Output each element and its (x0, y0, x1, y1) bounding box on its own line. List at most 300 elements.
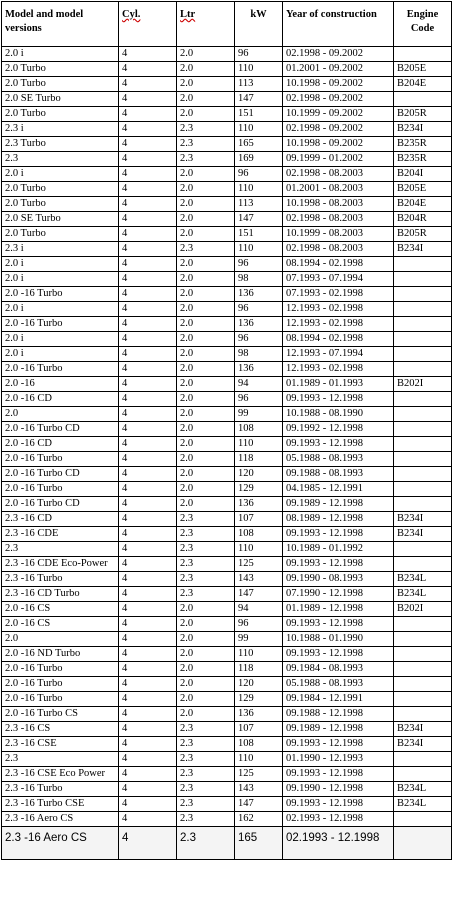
cell-cyl: 4 (119, 467, 177, 482)
cell-cyl: 4 (119, 452, 177, 467)
cell-cyl: 4 (119, 497, 177, 512)
table-row (2, 92, 452, 107)
cell-year: 07.1993 - 07.1994 (283, 272, 394, 287)
cell-cyl: 4 (119, 362, 177, 377)
cell-year: 07.1990 - 12.1998 (283, 587, 394, 602)
cell-year: 09.1993 - 12.1998 (283, 767, 394, 782)
cell-model: 2.0 Turbo (2, 182, 119, 197)
table-row (2, 197, 452, 212)
table-row (2, 332, 452, 347)
cell-model: 2.3 (2, 752, 119, 767)
cell-year: 09.1990 - 12.1998 (283, 782, 394, 797)
cell-year: 12.1993 - 02.1998 (283, 317, 394, 332)
cell-engine-code (394, 482, 452, 497)
cell-engine-code: B234I (394, 527, 452, 542)
cell-ltr: 2.0 (177, 692, 235, 707)
cell-year: 09.1993 - 12.1998 (283, 527, 394, 542)
cell-kw: 151 (235, 227, 283, 242)
cell-ltr: 2.0 (177, 257, 235, 272)
cell-ltr: 2.0 (177, 707, 235, 722)
cell-year: 12.1993 - 02.1998 (283, 362, 394, 377)
cell-engine-code (394, 662, 452, 677)
cell-ltr: 2.0 (177, 632, 235, 647)
table-row (2, 122, 452, 137)
cell-kw: 99 (235, 632, 283, 647)
cell-ltr: 2.3 (177, 797, 235, 812)
cell-cyl: 4 (119, 482, 177, 497)
cell-year: 08.1994 - 02.1998 (283, 332, 394, 347)
cell-cyl: 4 (119, 257, 177, 272)
cell-kw: 96 (235, 47, 283, 62)
cell-year: 09.1988 - 12.1998 (283, 707, 394, 722)
cell-ltr: 2.0 (177, 407, 235, 422)
cell-engine-code (394, 332, 452, 347)
cell-year: 09.1990 - 08.1993 (283, 572, 394, 587)
cell-kw: 94 (235, 602, 283, 617)
cell-model: 2.0 -16 Turbo (2, 677, 119, 692)
table-row (2, 392, 452, 407)
table-row (2, 377, 452, 392)
cell-year: 07.1993 - 02.1998 (283, 287, 394, 302)
table-row (2, 587, 452, 602)
cell-model: 2.3 -16 Aero CS (2, 812, 119, 827)
table-row (2, 242, 452, 257)
cell-cyl: 4 (119, 182, 177, 197)
cell-year: 09.1984 - 12.1991 (283, 692, 394, 707)
cell-cyl: 4 (119, 752, 177, 767)
cell-model: 2.3 Turbo (2, 137, 119, 152)
cell-engine-code (394, 47, 452, 62)
header-ltr: Ltr (177, 2, 235, 47)
table-row (2, 257, 452, 272)
table-row (2, 707, 452, 722)
cell-ltr: 2.3 (177, 722, 235, 737)
cell-model: 2.3 -16 Turbo CSE (2, 797, 119, 812)
cell-kw: 108 (235, 527, 283, 542)
cell-ltr: 2.0 (177, 302, 235, 317)
table-row (2, 542, 452, 557)
table-row (2, 167, 452, 182)
cell-model: 2.0 -16 Turbo CD (2, 467, 119, 482)
table-row (2, 557, 452, 572)
cell-kw: 136 (235, 362, 283, 377)
cell-year: 09.1993 - 12.1998 (283, 737, 394, 752)
cell-year: 09.1988 - 08.1993 (283, 467, 394, 482)
cell-engine-code: B235R (394, 137, 452, 152)
cell-cyl: 4 (119, 227, 177, 242)
cell-kw: 98 (235, 347, 283, 362)
header-engine-code: Engine Code (394, 2, 452, 47)
table-row (2, 302, 452, 317)
cell-year: 09.1999 - 01.2002 (283, 152, 394, 167)
cell-year: 05.1988 - 08.1993 (283, 677, 394, 692)
cell-model: 2.0 i (2, 167, 119, 182)
cell-ltr: 2.3 (177, 512, 235, 527)
table-row (2, 77, 452, 92)
cell-ltr: 2.3 (177, 527, 235, 542)
cell-year: 09.1993 - 12.1998 (283, 647, 394, 662)
cell-engine-code (394, 347, 452, 362)
table-row (2, 467, 452, 482)
cell-cyl: 4 (119, 767, 177, 782)
cell-engine-code: B204E (394, 197, 452, 212)
cell-kw: 94 (235, 377, 283, 392)
cell-cyl: 4 (119, 527, 177, 542)
cell-model: 2.3 -16 CD Turbo (2, 587, 119, 602)
cell-ltr: 2.0 (177, 212, 235, 227)
cell-cyl: 4 (119, 707, 177, 722)
cell-year: 10.1999 - 08.2003 (283, 227, 394, 242)
cell-ltr: 2.0 (177, 317, 235, 332)
cell-engine-code (394, 707, 452, 722)
cell-year: 10.1998 - 09.2002 (283, 137, 394, 152)
cell-kw: 113 (235, 197, 283, 212)
cell-kw: 110 (235, 437, 283, 452)
table-row (2, 602, 452, 617)
cell-engine-code: B234I (394, 242, 452, 257)
cell-cyl: 4 (119, 332, 177, 347)
cell-model: 2.0 -16 Turbo (2, 362, 119, 377)
table-row (2, 782, 452, 797)
cell-kw: 98 (235, 272, 283, 287)
cell-ltr: 2.0 (177, 437, 235, 452)
cell-ltr: 2.0 (177, 227, 235, 242)
cell-engine-code (394, 692, 452, 707)
cell-model: 2.0 -16 (2, 377, 119, 392)
cell-engine-code: B234L (394, 797, 452, 812)
cell-year: 02.1998 - 09.2002 (283, 92, 394, 107)
cell-ltr: 2.0 (177, 392, 235, 407)
cell-kw: 113 (235, 77, 283, 92)
cell-cyl: 4 (119, 287, 177, 302)
table-row (2, 692, 452, 707)
cell-model: 2.0 i (2, 257, 119, 272)
table-row (2, 677, 452, 692)
cell-cyl: 4 (119, 347, 177, 362)
cell-kw: 143 (235, 572, 283, 587)
cell-ltr: 2.0 (177, 182, 235, 197)
cell-ltr: 2.0 (177, 617, 235, 632)
cell-cyl: 4 (119, 737, 177, 752)
table-row (2, 107, 452, 122)
cell-kw: 96 (235, 392, 283, 407)
cell-engine-code: B204E (394, 77, 452, 92)
cell-kw: 120 (235, 467, 283, 482)
cell-kw: 143 (235, 782, 283, 797)
cell-ltr: 2.0 (177, 347, 235, 362)
cell-kw: 108 (235, 737, 283, 752)
cell-cyl: 4 (119, 197, 177, 212)
cell-cyl: 4 (119, 377, 177, 392)
cell-kw: 96 (235, 332, 283, 347)
table-row (2, 617, 452, 632)
table-row (2, 812, 452, 827)
cell-ltr: 2.0 (177, 92, 235, 107)
cell-kw: 169 (235, 152, 283, 167)
cell-model: 2.0 Turbo (2, 227, 119, 242)
cell-model: 2.0 i (2, 347, 119, 362)
table-row (2, 497, 452, 512)
cell-engine-code (394, 827, 452, 860)
cell-ltr: 2.0 (177, 647, 235, 662)
cell-ltr: 2.0 (177, 287, 235, 302)
cell-cyl: 4 (119, 812, 177, 827)
cell-engine-code (394, 437, 452, 452)
cell-ltr: 2.0 (177, 62, 235, 77)
cell-cyl: 4 (119, 572, 177, 587)
cell-engine-code: B202I (394, 377, 452, 392)
cell-engine-code (394, 542, 452, 557)
cell-year: 02.1998 - 09.2002 (283, 47, 394, 62)
cell-year: 09.1993 - 12.1998 (283, 797, 394, 812)
table-row (2, 407, 452, 422)
cell-model: 2.0 (2, 632, 119, 647)
cell-engine-code: B234I (394, 512, 452, 527)
cell-ltr: 2.3 (177, 242, 235, 257)
cell-kw: 108 (235, 422, 283, 437)
cell-ltr: 2.3 (177, 572, 235, 587)
cell-model: 2.3 -16 CSE (2, 737, 119, 752)
table-row (2, 767, 452, 782)
cell-year: 10.1988 - 01.1990 (283, 632, 394, 647)
table-row (2, 47, 452, 62)
cell-year: 01.1989 - 12.1998 (283, 602, 394, 617)
cell-model: 2.0 -16 ND Turbo (2, 647, 119, 662)
cell-year: 02.1998 - 09.2002 (283, 122, 394, 137)
cell-model: 2.0 (2, 407, 119, 422)
cell-cyl: 4 (119, 47, 177, 62)
table-row (2, 452, 452, 467)
table-row (2, 752, 452, 767)
cell-ltr: 2.3 (177, 767, 235, 782)
cell-ltr: 2.0 (177, 362, 235, 377)
table-row (2, 362, 452, 377)
cell-model: 2.0 -16 Turbo (2, 482, 119, 497)
cell-model: 2.0 i (2, 332, 119, 347)
table-row (2, 317, 452, 332)
cell-engine-code (394, 92, 452, 107)
cell-ltr: 2.3 (177, 542, 235, 557)
cell-year: 01.2001 - 08.2003 (283, 182, 394, 197)
cell-model: 2.0 i (2, 302, 119, 317)
cell-year: 09.1993 - 12.1998 (283, 392, 394, 407)
cell-engine-code (394, 617, 452, 632)
cell-kw: 147 (235, 797, 283, 812)
cell-engine-code: B234L (394, 587, 452, 602)
cell-kw: 147 (235, 587, 283, 602)
cell-cyl: 4 (119, 407, 177, 422)
cell-kw: 99 (235, 407, 283, 422)
cell-kw: 107 (235, 512, 283, 527)
cell-ltr: 2.0 (177, 332, 235, 347)
cell-kw: 110 (235, 752, 283, 767)
cell-year: 10.1989 - 01.1992 (283, 542, 394, 557)
cell-cyl: 4 (119, 677, 177, 692)
cell-kw: 136 (235, 707, 283, 722)
cell-ltr: 2.0 (177, 662, 235, 677)
cell-engine-code (394, 767, 452, 782)
cell-model: 2.3 -16 CS (2, 722, 119, 737)
cell-cyl: 4 (119, 137, 177, 152)
cell-model: 2.0 SE Turbo (2, 212, 119, 227)
cell-kw: 110 (235, 62, 283, 77)
cell-kw: 110 (235, 182, 283, 197)
cell-model: 2.0 -16 Turbo CS (2, 707, 119, 722)
cell-engine-code (394, 257, 452, 272)
cell-ltr: 2.0 (177, 197, 235, 212)
cell-cyl: 4 (119, 662, 177, 677)
table-row (2, 722, 452, 737)
cell-ltr: 2.0 (177, 77, 235, 92)
cell-kw: 107 (235, 722, 283, 737)
engine-spec-table (1, 1, 452, 860)
cell-kw: 165 (235, 137, 283, 152)
cell-cyl: 4 (119, 92, 177, 107)
cell-year: 08.1989 - 12.1998 (283, 512, 394, 527)
table-body (2, 47, 452, 860)
table-row (2, 287, 452, 302)
cell-ltr: 2.3 (177, 587, 235, 602)
cell-model: 2.0 Turbo (2, 197, 119, 212)
cell-year: 12.1993 - 02.1998 (283, 302, 394, 317)
cell-model: 2.0 -16 CS (2, 617, 119, 632)
document-page (1, 1, 452, 860)
table-row (2, 482, 452, 497)
table-row (2, 662, 452, 677)
cell-model: 2.3 i (2, 122, 119, 137)
cell-kw: 96 (235, 302, 283, 317)
cell-year: 02.1998 - 08.2003 (283, 167, 394, 182)
cell-engine-code (394, 647, 452, 662)
cell-kw: 110 (235, 542, 283, 557)
cell-engine-code: B204I (394, 167, 452, 182)
table-row (2, 137, 452, 152)
cell-model: 2.3 -16 Turbo (2, 572, 119, 587)
cell-ltr: 2.0 (177, 107, 235, 122)
table-row (2, 572, 452, 587)
cell-cyl: 4 (119, 692, 177, 707)
cell-kw: 120 (235, 677, 283, 692)
cell-kw: 118 (235, 452, 283, 467)
table-row (2, 797, 452, 812)
cell-ltr: 2.3 (177, 812, 235, 827)
cell-cyl: 4 (119, 782, 177, 797)
cell-model: 2.3 -16 CDE (2, 527, 119, 542)
cell-cyl: 4 (119, 212, 177, 227)
cell-kw: 125 (235, 767, 283, 782)
cell-kw: 147 (235, 212, 283, 227)
table-row (2, 632, 452, 647)
cell-model: 2.0 i (2, 47, 119, 62)
table-row (2, 422, 452, 437)
cell-ltr: 2.0 (177, 602, 235, 617)
header-model: Model and model versions (2, 2, 119, 47)
cell-kw: 129 (235, 482, 283, 497)
cell-cyl: 4 (119, 77, 177, 92)
table-row (2, 437, 452, 452)
cell-cyl: 4 (119, 617, 177, 632)
cell-model: 2.3 -16 CD (2, 512, 119, 527)
cell-engine-code (394, 632, 452, 647)
cell-year: 10.1998 - 09.2002 (283, 77, 394, 92)
cell-engine-code: B234L (394, 572, 452, 587)
cell-model: 2.0 -16 Turbo (2, 317, 119, 332)
cell-engine-code (394, 752, 452, 767)
cell-ltr: 2.3 (177, 152, 235, 167)
cell-ltr: 2.3 (177, 827, 235, 860)
cell-ltr: 2.0 (177, 467, 235, 482)
cell-cyl: 4 (119, 542, 177, 557)
cell-ltr: 2.0 (177, 47, 235, 62)
cell-engine-code (394, 677, 452, 692)
cell-engine-code: B234I (394, 737, 452, 752)
cell-kw: 136 (235, 497, 283, 512)
cell-engine-code (394, 272, 452, 287)
cell-model: 2.3 -16 Aero CS (2, 827, 119, 860)
cell-engine-code (394, 392, 452, 407)
cell-cyl: 4 (119, 827, 177, 860)
cell-model: 2.0 SE Turbo (2, 92, 119, 107)
cell-model: 2.3 i (2, 242, 119, 257)
cell-year: 09.1992 - 12.1998 (283, 422, 394, 437)
header-cyl: Cyl. (119, 2, 177, 47)
table-row (2, 152, 452, 167)
cell-engine-code (394, 557, 452, 572)
cell-cyl: 4 (119, 62, 177, 77)
cell-model: 2.0 -16 Turbo CD (2, 497, 119, 512)
cell-year: 04.1985 - 12.1991 (283, 482, 394, 497)
cell-ltr: 2.0 (177, 677, 235, 692)
cell-engine-code: B202I (394, 602, 452, 617)
cell-cyl: 4 (119, 647, 177, 662)
cell-year: 12.1993 - 07.1994 (283, 347, 394, 362)
cell-year: 09.1984 - 08.1993 (283, 662, 394, 677)
cell-ltr: 2.3 (177, 752, 235, 767)
cell-year: 02.1993 - 12.1998 (283, 812, 394, 827)
cell-cyl: 4 (119, 107, 177, 122)
cell-year: 01.1989 - 01.1993 (283, 377, 394, 392)
cell-engine-code (394, 362, 452, 377)
cell-model: 2.0 -16 Turbo (2, 692, 119, 707)
cell-kw: 110 (235, 647, 283, 662)
cell-kw: 147 (235, 92, 283, 107)
cell-year: 10.1988 - 08.1990 (283, 407, 394, 422)
cell-kw: 136 (235, 317, 283, 332)
cell-ltr: 2.3 (177, 557, 235, 572)
cell-kw: 96 (235, 257, 283, 272)
cell-cyl: 4 (119, 272, 177, 287)
table-row (2, 347, 452, 362)
cell-engine-code (394, 302, 452, 317)
cell-engine-code: B205E (394, 182, 452, 197)
cell-cyl: 4 (119, 632, 177, 647)
cell-kw: 162 (235, 812, 283, 827)
cell-engine-code (394, 287, 452, 302)
cell-engine-code (394, 422, 452, 437)
cell-kw: 165 (235, 827, 283, 860)
cell-ltr: 2.0 (177, 497, 235, 512)
cell-model: 2.0 i (2, 272, 119, 287)
cell-cyl: 4 (119, 152, 177, 167)
cell-year: 09.1993 - 12.1998 (283, 437, 394, 452)
cell-year: 01.2001 - 09.2002 (283, 62, 394, 77)
cell-year: 10.1999 - 09.2002 (283, 107, 394, 122)
cell-cyl: 4 (119, 437, 177, 452)
cell-year: 02.1993 - 12.1998 (283, 827, 394, 860)
cell-engine-code (394, 317, 452, 332)
cell-model: 2.0 -16 CD (2, 392, 119, 407)
cell-ltr: 2.0 (177, 452, 235, 467)
